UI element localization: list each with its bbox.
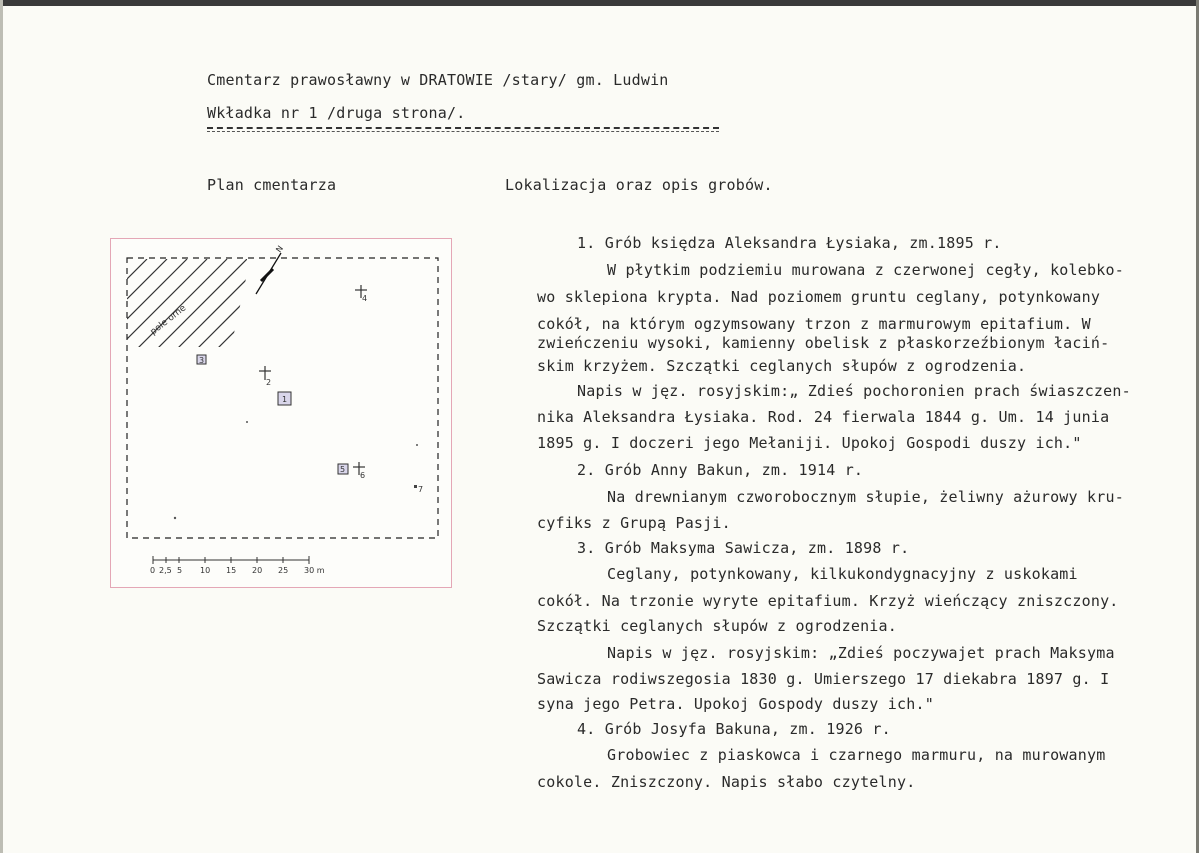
left-edge bbox=[0, 0, 3, 853]
description-heading: Lokalizacja oraz opis grobów. bbox=[505, 176, 773, 194]
cemetery-plan bbox=[110, 238, 452, 588]
inscription-line: Napis w jęz. rosyjskim:„ Zdieś pochoronien prach świaszczen- bbox=[577, 382, 1131, 400]
underline-rule bbox=[207, 127, 719, 129]
text-line: skim krzyżem. Szczątki ceglanych słupów z ogrodzenia. bbox=[537, 357, 1027, 375]
grave-2-marker bbox=[259, 366, 271, 387]
text-line: Szczątki ceglanych słupów z ogrodzenia. bbox=[537, 617, 897, 635]
text-line: Na drewnianym czworobocznym słupie, żeliwny ażurowy kru- bbox=[607, 488, 1124, 506]
underline-rule-secondary bbox=[207, 131, 719, 132]
svg-text:0: 0 bbox=[150, 566, 156, 575]
inscription-line: syna jego Petra. Upokoj Gospody duszy ich." bbox=[537, 695, 934, 713]
svg-text:7: 7 bbox=[418, 485, 424, 494]
inscription-line: 1895 g. I doczeri jego Mełaniji. Upokoj Gospodi duszy ich." bbox=[537, 434, 1082, 452]
plan-heading: Plan cmentarza bbox=[207, 176, 337, 194]
svg-text:15: 15 bbox=[226, 566, 237, 575]
svg-text:25: 25 bbox=[278, 566, 289, 575]
document-subtitle: Wkładka nr 1 /druga strona/. bbox=[207, 104, 466, 122]
field-label: pole orne bbox=[148, 303, 189, 338]
scale-bar bbox=[150, 556, 325, 575]
svg-text:20: 20 bbox=[252, 566, 263, 575]
grave-1-heading: 1. Grób księdza Aleksandra Łysiaka, zm.1895 r. bbox=[577, 234, 1002, 252]
text-line: W płytkim podziemiu murowana z czerwonej cegły, kolebko- bbox=[607, 261, 1124, 279]
grave-4-heading: 4. Grób Josyfa Bakuna, zm. 1926 r. bbox=[577, 720, 891, 738]
inscription-line: Sawicza rodiwszegosia 1830 g. Umierszego 17 diekabra 1897 g. I bbox=[537, 670, 1110, 688]
svg-text:10: 10 bbox=[200, 566, 211, 575]
svg-text:5: 5 bbox=[340, 465, 346, 474]
grave-6-marker bbox=[353, 462, 365, 480]
north-label: N bbox=[274, 244, 286, 255]
grave-3-marker bbox=[197, 355, 206, 365]
grave-7-marker bbox=[414, 485, 423, 494]
text-line: zwieńczeniu wysoki, kamienny obelisk z płaskorzeźbionym łaciń- bbox=[537, 334, 1110, 352]
svg-text:3: 3 bbox=[199, 356, 205, 365]
grave-3-heading: 3. Grób Maksyma Sawicza, zm. 1898 r. bbox=[577, 539, 910, 557]
text-line: cokół, na którym ogzymsowany trzon z marmurowym epitafium. W bbox=[537, 315, 1091, 333]
text-line: Grobowiec z piaskowca i czarnego marmuru, na murowanym bbox=[607, 746, 1106, 764]
svg-text:2,5: 2,5 bbox=[159, 566, 172, 575]
text-line: Ceglany, potynkowany, kilkukondygnacyjny z uskokami bbox=[607, 565, 1078, 583]
text-line: cokole. Zniszczony. Napis słabo czytelny. bbox=[537, 773, 916, 791]
svg-text:30 m: 30 m bbox=[304, 566, 325, 575]
text-line: cyfiks z Grupą Pasji. bbox=[537, 514, 731, 532]
grave-4-marker bbox=[355, 285, 367, 303]
top-border bbox=[0, 0, 1199, 6]
svg-text:2: 2 bbox=[266, 378, 272, 387]
svg-text:4: 4 bbox=[362, 294, 368, 303]
text-line: wo sklepiona krypta. Nad poziomem gruntu ceglany, potynkowany bbox=[537, 288, 1101, 306]
cemetery-plan-drawing bbox=[111, 239, 451, 587]
svg-text:1: 1 bbox=[282, 395, 288, 404]
grave-2-heading: 2. Grób Anny Bakun, zm. 1914 r. bbox=[577, 461, 864, 479]
inscription-line: Napis w jęz. rosyjskim: „Zdieś poczywajet prach Maksyma bbox=[607, 644, 1115, 662]
grave-5-marker bbox=[338, 464, 348, 474]
grave-1-marker bbox=[278, 392, 291, 405]
text-line: cokół. Na trzonie wyryte epitafium. Krzyż wieńczący zniszczony. bbox=[537, 592, 1119, 610]
svg-text:6: 6 bbox=[360, 471, 366, 480]
document-title: Cmentarz prawosławny w DRATOWIE /stary/ gm. Ludwin bbox=[207, 71, 669, 89]
svg-text:5: 5 bbox=[177, 566, 183, 575]
inscription-line: nika Aleksandra Łysiaka. Rod. 24 fierwala 1844 g. Um. 14 junia bbox=[537, 408, 1110, 426]
